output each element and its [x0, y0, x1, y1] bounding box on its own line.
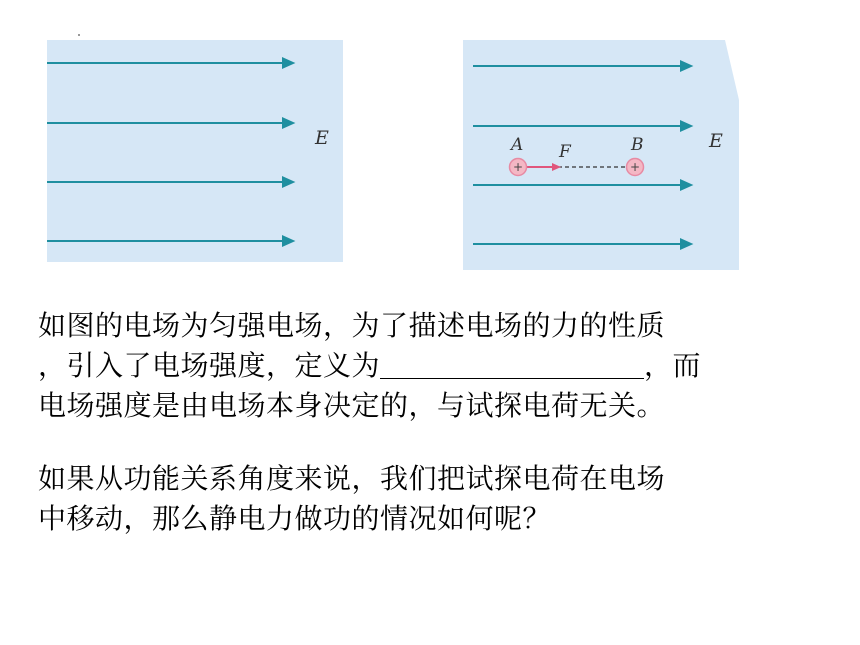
paragraph-question [38, 459, 838, 539]
field-label-e: E [315, 127, 329, 149]
text-line [38, 346, 838, 386]
text-line: 电场强度是由电场本身决定的，与试探电荷无关。 [38, 389, 666, 422]
field-background [463, 40, 739, 270]
uniform-field-diagram [47, 40, 343, 262]
force-label: F [559, 142, 571, 162]
point-b-label: B [631, 135, 644, 155]
charge-a-sign: + [512, 160, 524, 174]
stray-dot [78, 34, 80, 36]
text-segment: ，引入了电场强度，定义为 [38, 349, 381, 382]
field-label-e: E [709, 130, 723, 152]
paragraph-field-strength [38, 306, 838, 426]
point-a-label: A [511, 135, 524, 155]
field-background [47, 40, 343, 262]
charge-b-sign: + [629, 160, 641, 174]
text-line: 中移动，那么静电力做功的情况如何呢？ [38, 502, 552, 535]
fill-in-blank [380, 348, 644, 379]
text-segment: ，而 [644, 349, 702, 382]
charge-movement-diagram [463, 40, 743, 270]
text-line: 如果从功能关系角度来说，我们把试探电荷在电场 [38, 462, 666, 495]
text-line: 如图的电场为匀强电场，为了描述电场的力的性质 [38, 309, 666, 342]
